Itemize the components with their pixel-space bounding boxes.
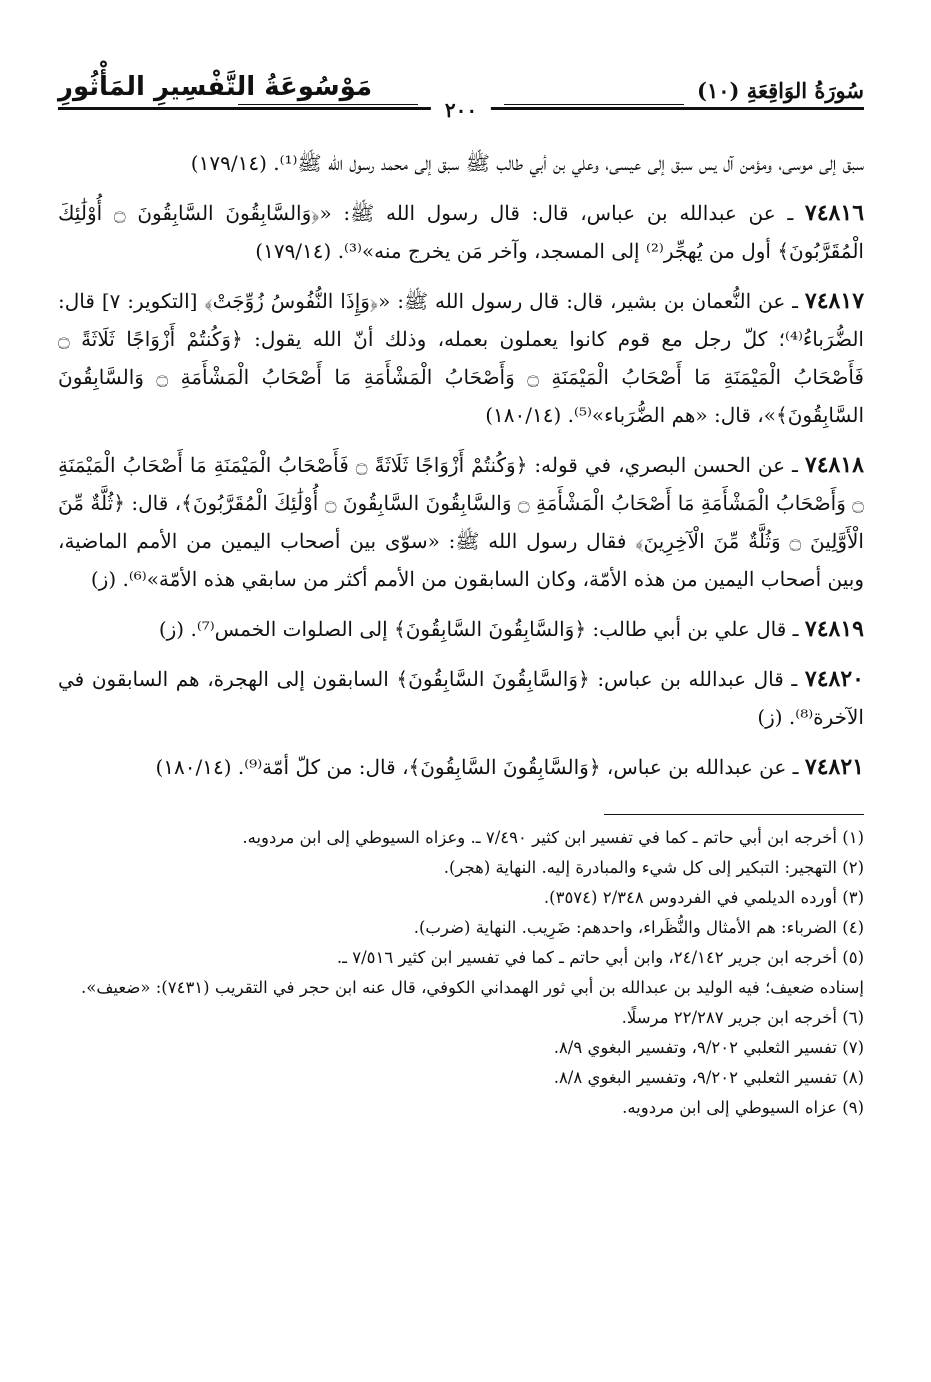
entry-text: ـ عن عبدالله بن عباس، ﴿وَالسَّابِقُونَ السَّابِقُونَ﴾، قال: من كلّ أمّة⁽⁹⁾. (١٨٠/١٤) xyxy=(155,755,799,779)
entry-text: ـ عن الحسن البصري، في قوله: ﴿وَكُنتُمْ أَزْوَاجًا ثَلَاثَةً ۝ فَأَصْحَابُ الْمَيْمَنَةِ مَا أَصْحَابُ الْمَيْمَنَةِ ۝ وَأَصْحَابُ الْمَشْأَمَةِ مَا أَصْحَابُ الْمَشْأَمَةِ ۝ وَالسَّابِقُونَ السَّابِقُونَ ۝ أُوْلَٰئِكَ الْمُقَرَّبُونَ﴾، قال: ﴿ثُلَّةٌ مِّنَ الْأَوَّلِينَ ۝ وَثُلَّةٌ مِّنَ الْآخِرِينَ﴾ فقال رسول الله ﷺ: «سوّى بين أصحاب اليمين من الأمم الماضية، وبين أصحاب اليمين من هذه الأمّة، وكان السابقون من الأمم أكثر من سابقي هذه الأمّة»⁽⁶⁾. (ز) xyxy=(58,453,864,591)
entry-number: ٧٤٨١٦ xyxy=(804,200,865,226)
entry-text: ـ عن النُّعمان بن بشير، قال: قال رسول الله ﷺ: «﴿وَإِذَا النُّفُوسُ زُوِّجَتْ﴾ [التكوير: ٧] قال: الضُّرَباءُ⁽⁴⁾؛ كلّ رجل مع قوم كانوا يعملون بعمله، وذلك أنّ الله يقول: ﴿وَكُنتُمْ أَزْوَاجًا ثَلَاثَةً ۝ فَأَصْحَابُ الْمَيْمَنَةِ مَا أَصْحَابُ الْمَيْمَنَةِ ۝ وَأَصْحَابُ الْمَشْأَمَةِ مَا أَصْحَابُ الْمَشْأَمَةِ ۝ وَالسَّابِقُونَ السَّابِقُونَ﴾»، قال: «هم الضُّرَباء»⁽⁵⁾. (١٨٠/١٤) xyxy=(58,289,864,427)
hadith-entry xyxy=(58,610,864,648)
entry-number: ٧٤٨١٨ xyxy=(804,452,864,478)
footnote: (١) أخرجه ابن أبي حاتم ـ كما في تفسير ابن كثير ٧/٤٩٠ ـ. وعزاه السيوطي إلى ابن مردويه. xyxy=(242,828,864,847)
entry-text: ـ قال عبدالله بن عباس: ﴿وَالسَّابِقُونَ السَّابِقُونَ﴾ السابقون إلى الهجرة، هم السابقون في الآخرة⁽⁸⁾. (ز) xyxy=(58,667,864,729)
entry-number: ٧٤٨١٩ xyxy=(804,616,864,642)
footnote: (٣) أورده الديلمي في الفردوس ٢/٣٤٨ (٣٥٧٤). xyxy=(543,888,864,907)
ornament-left xyxy=(238,104,418,106)
hadith-entry xyxy=(58,660,864,736)
footnote: (٩) عزاه السيوطي إلى ابن مردويه. xyxy=(622,1098,864,1117)
entry-text: ـ قال علي بن أبي طالب: ﴿وَالسَّابِقُونَ السَّابِقُونَ﴾ إلى الصلوات الخمس⁽⁷⁾. (ز) xyxy=(158,617,799,641)
surah-title: سُورَةُ الوَاقِعَةِ (١٠) xyxy=(697,78,864,103)
hadith-entry xyxy=(58,748,864,786)
footnote-separator xyxy=(604,814,864,815)
hadith-entry xyxy=(58,194,864,270)
footnotes xyxy=(58,823,864,1123)
main-text xyxy=(58,144,864,786)
hadith-entry xyxy=(58,446,864,598)
ornament-right xyxy=(504,104,684,106)
book-title: مَوْسُوعَةُ التَّفْسِيرِ المَأْثُورِ xyxy=(58,72,373,102)
footnote: (٢) التهجير: التبكير إلى كل شيء والمبادرة إليه. النهاية (هجر). xyxy=(443,858,864,877)
hadith-entry xyxy=(58,282,864,434)
footnote: إسناده ضعيف؛ فيه الوليد بن عبدالله بن أبي ثور الهمداني الكوفي، قال عنه ابن حجر في التقريب (٧٤٣١): «ضعيف». xyxy=(81,978,864,997)
entry-text: ـ عن عبدالله بن عباس، قال: قال رسول الله ﷺ: «﴿وَالسَّابِقُونَ السَّابِقُونَ ۝ أُوْلَٰئِكَ الْمُقَرَّبُونَ﴾ أول من يُهجِّر⁽²⁾ إلى المسجد، وآخر مَن يخرج منه»⁽³⁾. (١٧٩/١٤) xyxy=(58,201,864,263)
footnote: (٨) تفسير الثعلبي ٩/٢٠٢، وتفسير البغوي ٨/٨. xyxy=(553,1068,864,1087)
footnote: (٧) تفسير الثعلبي ٩/٢٠٢، وتفسير البغوي ٨/٩. xyxy=(553,1038,864,1057)
page-number: ٢٠٠ xyxy=(431,98,491,122)
paragraph-text: سبق إلى موسى، ومؤمن آل يس سبق إلى عيسى، وعلي بن أبي طالب ﷺ سبق إلى محمد رسول الله ﷺ⁽¹⁾. (١٧٩/١٤) xyxy=(190,151,864,175)
entry-number: ٧٤٨٢١ xyxy=(804,754,864,780)
page-number-row xyxy=(58,98,864,138)
page xyxy=(58,60,864,1123)
entry-number: ٧٤٨٢٠ xyxy=(804,666,864,692)
footnote: (٥) أخرجه ابن جرير ٢٤/١٤٢، وابن أبي حاتم ـ كما في تفسير ابن كثير ٧/٥١٦ ـ. xyxy=(336,948,864,967)
paragraph xyxy=(58,144,864,182)
footnote: (٦) أخرجه ابن جرير ٢٢/٢٨٧ مرسلًا. xyxy=(621,1008,864,1027)
entry-number: ٧٤٨١٧ xyxy=(804,288,865,314)
footnote: (٤) الضرباء: هم الأمثال والنُّظَراء، واحدهم: ضَرِيب. النهاية (ضرب). xyxy=(413,918,864,937)
